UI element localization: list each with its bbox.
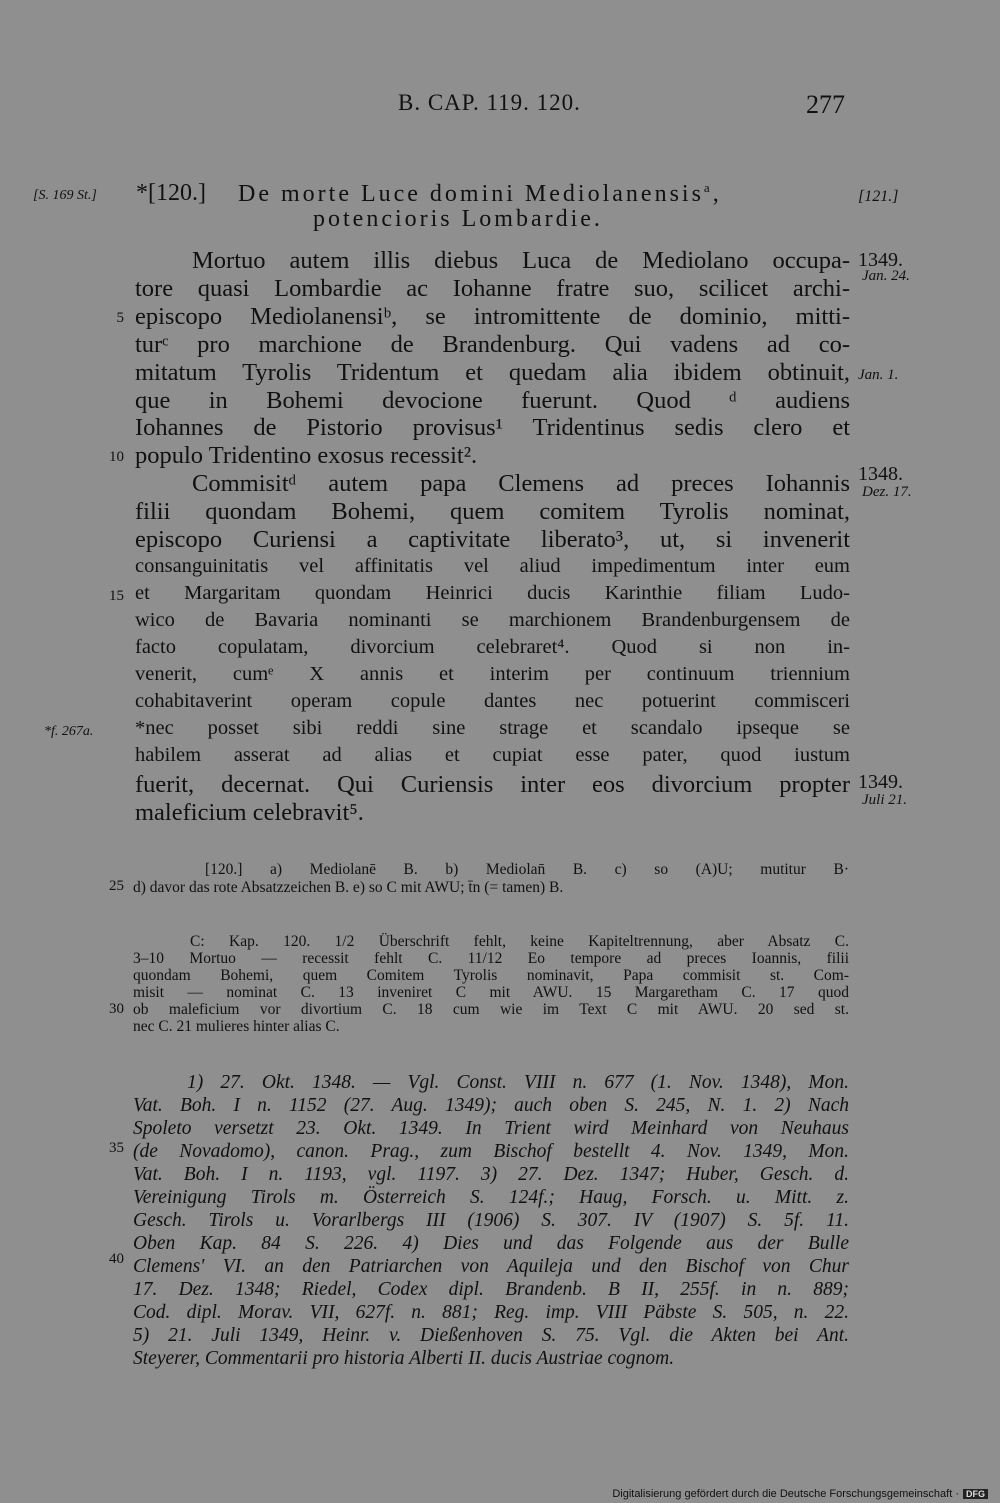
footnote-line: 17. Dez. 1348; Riedel, Codex dipl. Brandenb. B II, 255f. in n. 889; (133, 1279, 849, 1300)
margin-date-year: 1348. (858, 463, 903, 485)
text-line: episcopo Curiensi a captivitate liberato³, ut, si invenerit (135, 526, 850, 553)
line-number: 15 (109, 588, 124, 604)
margin-date-day: Juli 21. (862, 792, 907, 808)
margin-date-year: 1349. (858, 771, 903, 793)
line-number: 25 (109, 878, 124, 894)
footnote-line: Cod. dipl. Morav. VII, 627f. n. 881; Reg. imp. VIII Päbste S. 505, n. 22. (133, 1302, 849, 1323)
text-line: et Margaritam quondam Heinrici ducis Karinthie filiam Ludo- (135, 582, 850, 604)
text-line: que in Bohemi devocione fuerunt. Quod ᵈ audiens (135, 387, 850, 414)
text-line: maleficium celebravit⁵. (135, 799, 364, 826)
line-number: 5 (116, 310, 124, 326)
folio-note: *f. 267a. (44, 724, 94, 739)
text-line: filii quondam Bohemi, quem comitem Tyrolis nominat, (135, 498, 850, 525)
text-line: venerit, cumᵉ X annis et interim per continuum triennium (135, 663, 850, 685)
text-line: Iohannes de Pistorio provisus¹ Tridentinus sedis clero et (135, 414, 850, 441)
chapter-title-line-2: potencioris Lombardie. (313, 206, 603, 232)
text-line: Mortuo autem illis diebus Luca de Mediolano occupa- (192, 247, 850, 274)
margin-date-day: Jan. 1. (858, 367, 899, 383)
text-line: fuerit, decernat. Qui Curiensis inter eos divorcium propter (135, 771, 850, 798)
margin-date-year: 1349. (858, 249, 903, 271)
text-line: wico de Bavaria nominanti se marchionem Brandenburgensem de (135, 609, 850, 631)
running-header: B. CAP. 119. 120. (398, 90, 581, 115)
apparatus-line: nec C. 21 mulieres hinter alias C. (133, 1018, 340, 1035)
footnote-line: 1) 27. Okt. 1348. — Vgl. Const. VIII n. 677 (1. Nov. 1348), Mon. (187, 1072, 849, 1093)
footnote-line: Gesch. Tirols u. Vorarlbergs III (1906) S. 307. IV (1907) S. 5f. 11. (133, 1210, 849, 1231)
apparatus-line: ob maleficium vor divortium C. 18 cum wie im Text C mit AWU. 20 sed st. (133, 1001, 849, 1018)
margin-date-day: Jan. 24. (862, 268, 910, 284)
apparatus-line: quondam Bohemi, quem Comitem Tyrolis nominavit, Papa commisit st. Com- (133, 967, 849, 984)
chapter-title-line-1 (238, 180, 722, 208)
source-reference: [S. 169 St.] (33, 188, 97, 203)
digitization-credit (612, 1488, 988, 1500)
footnote-line: Oben Kap. 84 S. 226. 4) Dies und das Folgende aus der Bulle (133, 1233, 849, 1254)
footnote-line: Spoleto versetzt 23. Okt. 1349. In Trient wird Meinhard von Neuhaus (133, 1118, 849, 1139)
chapter-title-text: De morte Luce domini Mediolanensis (238, 181, 704, 207)
apparatus-line: [120.] a) Mediolanē B. b) Mediolan̄ B. c) so (A)U; mutitur B· (205, 861, 849, 878)
apparatus-line: C: Kap. 120. 1/2 Überschrift fehlt, keine Kapiteltrennung, aber Absatz C. (190, 933, 849, 950)
line-number: 30 (109, 1001, 124, 1017)
footnote-line: Vat. Boh. I n. 1193, vgl. 1197. 3) 27. Dez. 1347; Huber, Gesch. d. (133, 1164, 849, 1185)
footnote-line: Clemens' VI. an den Patriarchen von Aquileja und den Bischof von Chur (133, 1256, 849, 1277)
apparatus-line: 3–10 Mortuo — recessit fehlt C. 11/12 Eo tempore ad preces Ioannis, filii (133, 950, 849, 967)
chapter-number-right: [121.] (858, 188, 899, 205)
footnote-line: Steyerer, Commentarii pro historia Alberti II. ducis Austriae cognom. (133, 1348, 675, 1369)
text-line: cohabitaverint operam copule dantes nec potuerint commisceri (135, 690, 850, 712)
text-line: consanguinitatis vel affinitatis vel aliud impedimentum inter eum (135, 555, 850, 577)
text-line: mitatum Tyrolis Tridentum et quedam alia ibidem obtinuit, (135, 359, 850, 386)
footnote-line: 5) 21. Juli 1349, Heinr. v. Dießenhoven S. 75. Vgl. die Akten bei Ant. (133, 1325, 849, 1346)
margin-date-day: Dez. 17. (862, 484, 912, 500)
chapter-title-sup: a (703, 180, 713, 195)
text-line: Commisitᵈ autem papa Clemens ad preces Iohannis (192, 470, 850, 497)
footnote-line: Vereinigung Tirols m. Österreich S. 124f.; Haug, Forsch. u. Mitt. z. (133, 1187, 849, 1208)
apparatus-line: misit — nominat C. 13 inveniret C mit AWU. 15 Margaretham C. 17 quod (133, 984, 849, 1001)
text-line: populo Tridentino exosus recessit². (135, 442, 478, 469)
dfg-logo-icon: DFG (963, 1489, 988, 1499)
text-line: *nec posset sibi reddi sine strage et scandalo ipseque se (135, 717, 850, 739)
footnote-line: Vat. Boh. I n. 1152 (27. Aug. 1349); auch oben S. 245, N. 1. 2) Nach (133, 1095, 849, 1116)
text-line: habilem asserat ad alias et cupiat esse pater, quod iustum (135, 744, 850, 766)
line-number: 40 (109, 1251, 124, 1267)
text-line: episcopo Mediolanensiᵇ, se intromittente de dominio, mitti- (135, 303, 850, 330)
text-line: tore quasi Lombardie ac Iohanne fratre suo, scilicet archi- (135, 275, 850, 302)
text-line: facto copulatam, divorcium celebraret⁴. Quod si non in- (135, 636, 850, 658)
chapter-number: *[120.] (136, 180, 206, 206)
footnote-line: (de Novadomo), canon. Prag., zum Bischof bestellt 4. Nov. 1349, Mon. (133, 1141, 849, 1162)
page-number: 277 (806, 90, 845, 119)
chapter-title-comma: , (712, 181, 722, 207)
line-number: 35 (109, 1140, 124, 1156)
text-line: turᶜ pro marchione de Brandenburg. Qui vadens ad co- (135, 331, 850, 358)
apparatus-line: d) davor das rote Absatzzeichen B. e) so C mit AWU; t̄n (= tamen) B. (133, 879, 564, 896)
line-number: 10 (109, 449, 124, 465)
credit-text: Digitalisierung gefördert durch die Deutsche Forschungsgemeinschaft · (612, 1488, 959, 1500)
